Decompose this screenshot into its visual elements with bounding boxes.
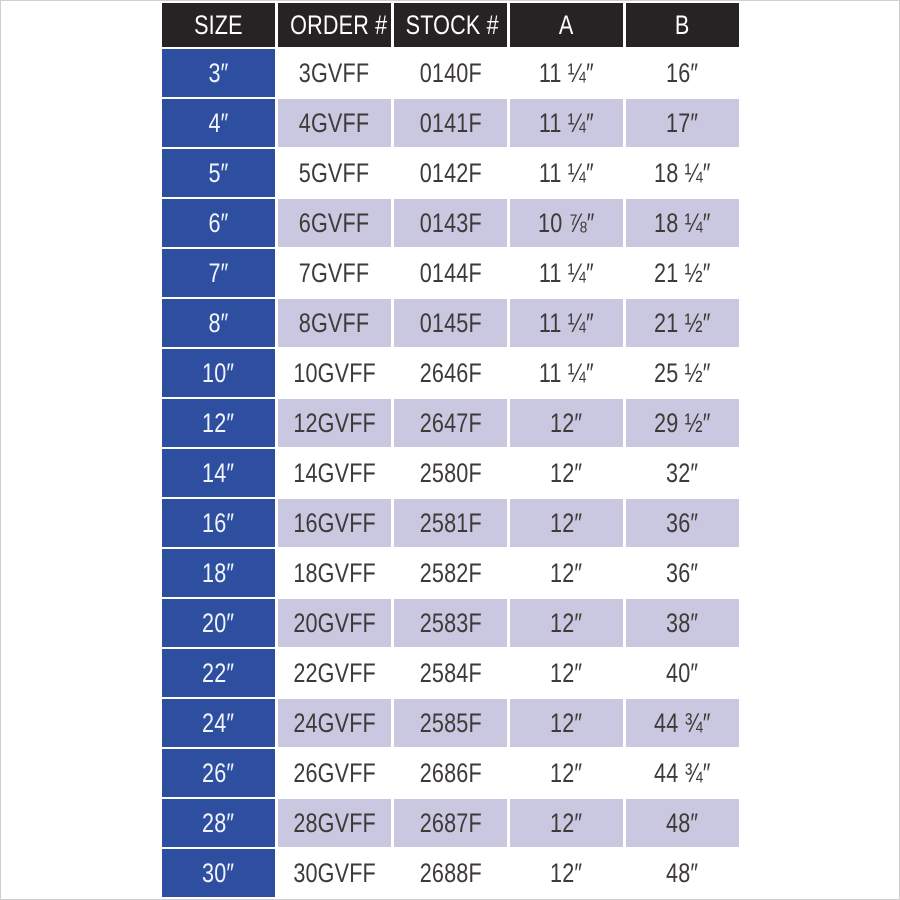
table-row (162, 499, 739, 547)
table-row (162, 149, 739, 197)
cell-b: 48″ (626, 849, 739, 897)
cell-order: 14GVFF (278, 449, 391, 497)
cell-stock: 2582F (394, 549, 507, 597)
spec-table-body (162, 49, 739, 897)
cell-size: 8″ (162, 299, 275, 347)
cell-order: 10GVFF (278, 349, 391, 397)
table-row (162, 199, 739, 247)
cell-a: 12″ (510, 499, 623, 547)
table-row (162, 399, 739, 447)
cell-order: 30GVFF (278, 849, 391, 897)
cell-size: 3″ (162, 49, 275, 97)
cell-stock: 2646F (394, 349, 507, 397)
cell-b: 32″ (626, 449, 739, 497)
cell-order: 26GVFF (278, 749, 391, 797)
cell-order: 3GVFF (278, 49, 391, 97)
header-cell-a (510, 3, 623, 47)
table-row (162, 299, 739, 347)
cell-stock: 0143F (394, 199, 507, 247)
cell-b: 38″ (626, 599, 739, 647)
cell-b: 44 ¾″ (626, 749, 739, 797)
header-cell-b (626, 3, 739, 47)
cell-size: 4″ (162, 99, 275, 147)
table-row (162, 599, 739, 647)
header-label-order: ORDER # (290, 9, 388, 40)
cell-order: 22GVFF (278, 649, 391, 697)
header-row (162, 3, 739, 47)
cell-size: 5″ (162, 149, 275, 197)
cell-size: 24″ (162, 699, 275, 747)
cell-order: 18GVFF (278, 549, 391, 597)
header-label-b: B (675, 9, 690, 40)
cell-stock: 0140F (394, 49, 507, 97)
table-row (162, 449, 739, 497)
table-row (162, 849, 739, 897)
cell-stock: 2580F (394, 449, 507, 497)
cell-b: 18 ¼″ (626, 199, 739, 247)
spec-table-header (162, 3, 739, 47)
cell-b: 17″ (626, 99, 739, 147)
cell-size: 12″ (162, 399, 275, 447)
table-row (162, 249, 739, 297)
cell-stock: 0141F (394, 99, 507, 147)
cell-a: 12″ (510, 549, 623, 597)
table-row (162, 699, 739, 747)
cell-a: 11 ¼″ (510, 299, 623, 347)
cell-size: 28″ (162, 799, 275, 847)
cell-a: 11 ¼″ (510, 99, 623, 147)
cell-stock: 2686F (394, 749, 507, 797)
table-row (162, 349, 739, 397)
cell-stock: 2583F (394, 599, 507, 647)
cell-order: 24GVFF (278, 699, 391, 747)
cell-size: 10″ (162, 349, 275, 397)
cell-stock: 0142F (394, 149, 507, 197)
cell-a: 11 ¼″ (510, 49, 623, 97)
header-label-a: A (559, 9, 574, 40)
cell-order: 7GVFF (278, 249, 391, 297)
cell-stock: 0144F (394, 249, 507, 297)
cell-order: 6GVFF (278, 199, 391, 247)
header-cell-size (162, 3, 275, 47)
cell-a: 12″ (510, 599, 623, 647)
table-row (162, 799, 739, 847)
table-row (162, 749, 739, 797)
table-row (162, 549, 739, 597)
cell-stock: 2585F (394, 699, 507, 747)
cell-size: 14″ (162, 449, 275, 497)
cell-b: 44 ¾″ (626, 699, 739, 747)
cell-a: 11 ¼″ (510, 249, 623, 297)
cell-size: 18″ (162, 549, 275, 597)
cell-order: 12GVFF (278, 399, 391, 447)
cell-a: 12″ (510, 649, 623, 697)
cell-size: 16″ (162, 499, 275, 547)
cell-stock: 2647F (394, 399, 507, 447)
spec-table (159, 1, 742, 899)
cell-a: 12″ (510, 449, 623, 497)
cell-a: 11 ¼″ (510, 149, 623, 197)
cell-b: 48″ (626, 799, 739, 847)
table-row (162, 99, 739, 147)
cell-a: 10 ⅞″ (510, 199, 623, 247)
cell-size: 6″ (162, 199, 275, 247)
cell-size: 22″ (162, 649, 275, 697)
cell-stock: 2687F (394, 799, 507, 847)
cell-order: 5GVFF (278, 149, 391, 197)
header-label-stock: STOCK # (405, 9, 499, 40)
cell-size: 30″ (162, 849, 275, 897)
cell-b: 29 ½″ (626, 399, 739, 447)
cell-order: 16GVFF (278, 499, 391, 547)
cell-a: 12″ (510, 799, 623, 847)
cell-stock: 0145F (394, 299, 507, 347)
cell-stock: 2581F (394, 499, 507, 547)
cell-size: 26″ (162, 749, 275, 797)
cell-b: 40″ (626, 649, 739, 697)
header-cell-stock (394, 3, 507, 47)
cell-order: 28GVFF (278, 799, 391, 847)
cell-a: 12″ (510, 849, 623, 897)
cell-b: 21 ½″ (626, 299, 739, 347)
cell-b: 18 ¼″ (626, 149, 739, 197)
table-row (162, 49, 739, 97)
header-cell-order (278, 3, 391, 47)
cell-a: 12″ (510, 399, 623, 447)
cell-b: 21 ½″ (626, 249, 739, 297)
cell-stock: 2584F (394, 649, 507, 697)
header-label-size: SIZE (194, 9, 243, 40)
cell-b: 36″ (626, 549, 739, 597)
cell-b: 25 ½″ (626, 349, 739, 397)
table-row (162, 649, 739, 697)
cell-stock: 2688F (394, 849, 507, 897)
cell-a: 12″ (510, 749, 623, 797)
cell-b: 36″ (626, 499, 739, 547)
cell-size: 20″ (162, 599, 275, 647)
cell-size: 7″ (162, 249, 275, 297)
cell-b: 16″ (626, 49, 739, 97)
cell-a: 12″ (510, 699, 623, 747)
cell-a: 11 ¼″ (510, 349, 623, 397)
cell-order: 8GVFF (278, 299, 391, 347)
cell-order: 4GVFF (278, 99, 391, 147)
cell-order: 20GVFF (278, 599, 391, 647)
